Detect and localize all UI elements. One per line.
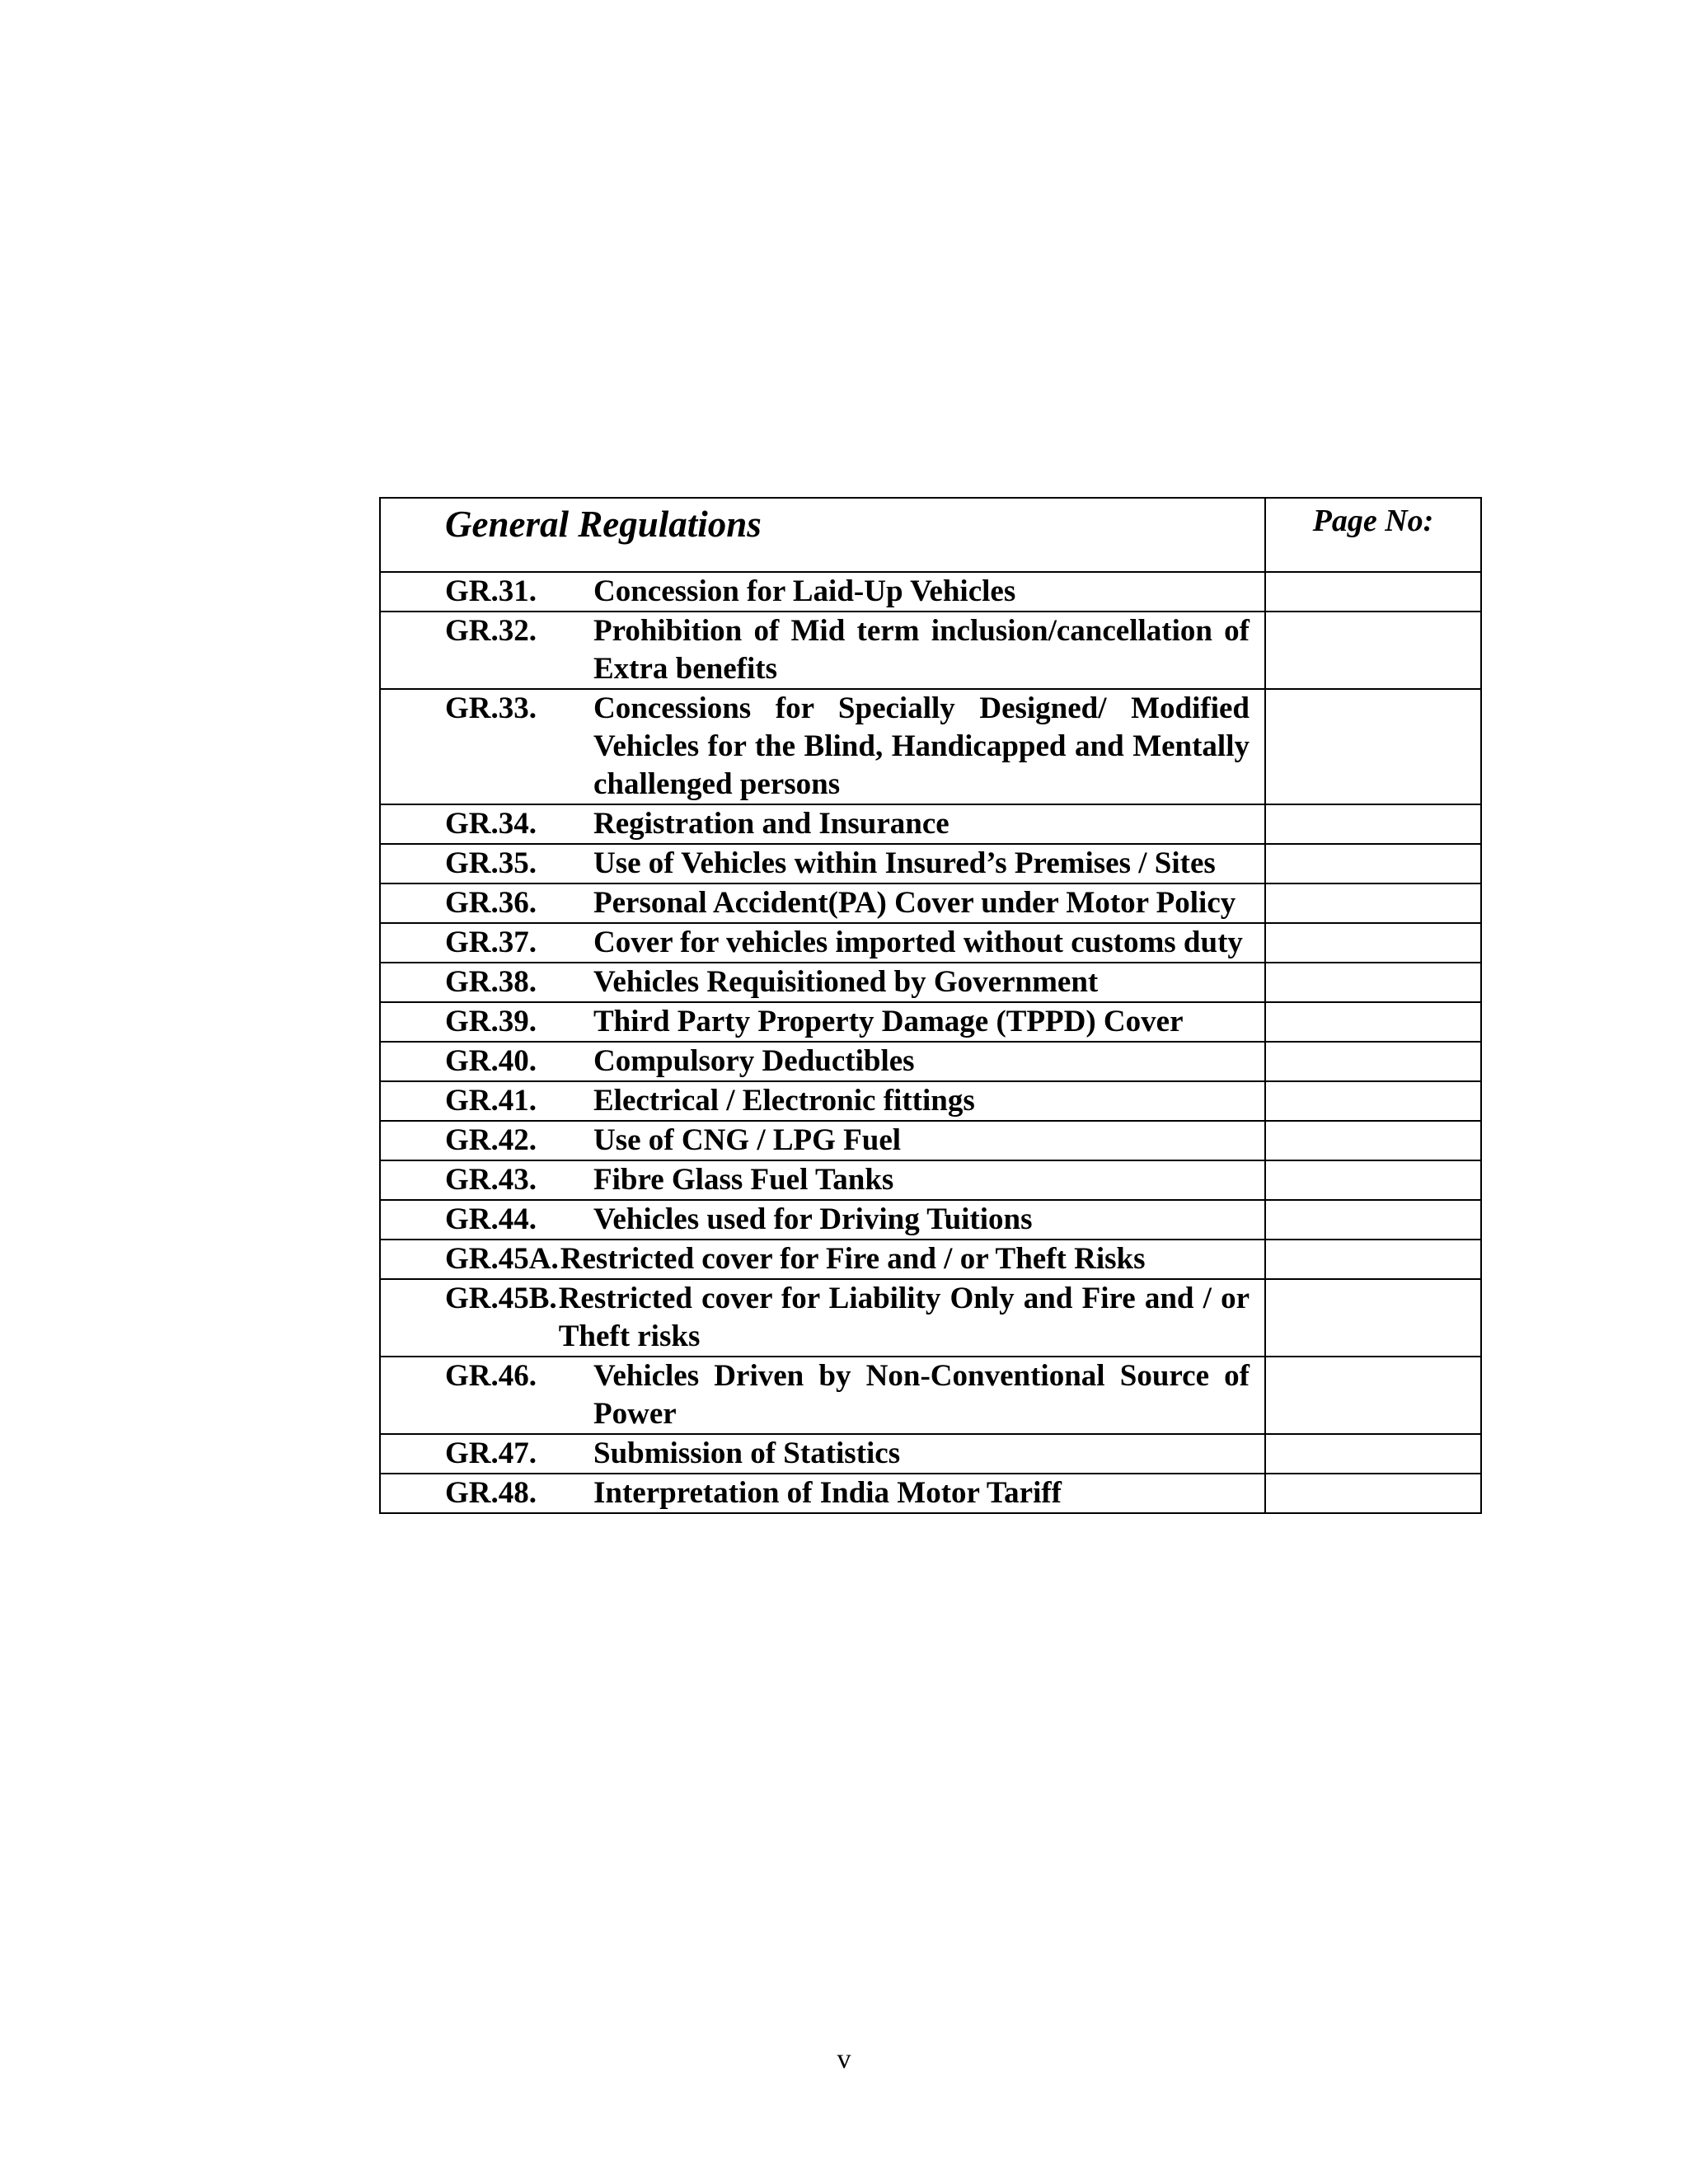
table-row: [380, 883, 1481, 923]
table-row: [380, 1357, 1481, 1434]
entry-cell: [380, 1474, 1265, 1513]
entry-cell: [380, 963, 1265, 1002]
page-number-cell: [1265, 612, 1481, 689]
toc-entry: [381, 573, 1264, 611]
regulation-title: Prohibition of Mid term inclusion/cancellation of Extra benefits: [593, 614, 1250, 686]
table-row: [380, 844, 1481, 883]
regulation-title: Concessions for Specially Designed/ Modified Vehicles for the Blind, Handicapped and Mentally challenged persons: [593, 691, 1250, 801]
table-row: [380, 1200, 1481, 1240]
regulation-title: Registration and Insurance: [593, 807, 950, 841]
page-number-cell: [1265, 1081, 1481, 1121]
page-number-cell: [1265, 572, 1481, 612]
table-row: [380, 1279, 1481, 1357]
entry-cell: [380, 1279, 1265, 1357]
table-row: [380, 1042, 1481, 1081]
regulation-title: Interpretation of India Motor Tariff: [593, 1476, 1062, 1510]
table-row: [380, 1160, 1481, 1200]
page-number-cell: [1265, 1240, 1481, 1279]
toc-entry: [381, 924, 1264, 962]
entry-cell: [380, 1042, 1265, 1081]
entry-cell: [380, 1240, 1265, 1279]
table-row: [380, 1081, 1481, 1121]
table-row: [380, 1002, 1481, 1042]
table-row: [380, 804, 1481, 844]
toc-entry: [381, 612, 1264, 688]
regulation-title: Personal Accident(PA) Cover under Motor Policy: [593, 886, 1236, 920]
toc-entry: [381, 1435, 1264, 1473]
page-number-cell: [1265, 689, 1481, 804]
table-row: [380, 1474, 1481, 1513]
toc-entry: [381, 1240, 1264, 1278]
entry-cell: [380, 1200, 1265, 1240]
regulation-title: Use of Vehicles within Insured’s Premises / Sites: [593, 846, 1216, 880]
page-number-cell: [1265, 963, 1481, 1002]
toc-entry: [381, 1003, 1264, 1041]
regulation-number: GR.40.: [445, 1044, 537, 1078]
entry-cell: [380, 923, 1265, 963]
regulation-title: Cover for vehicles imported without customs duty: [593, 926, 1243, 959]
page-no-header: Page No:: [1312, 504, 1434, 538]
regulation-number: GR.32.: [445, 614, 537, 648]
page-number-cell: [1265, 1279, 1481, 1357]
toc-entry: [381, 1280, 1264, 1356]
regulation-title: Vehicles Driven by Non-Conventional Source of Power: [593, 1359, 1250, 1431]
page-number-cell: [1265, 1121, 1481, 1160]
page-number-cell: [1265, 804, 1481, 844]
regulation-number: GR.39.: [445, 1005, 537, 1038]
entry-cell: [380, 572, 1265, 612]
page-number-cell: [1265, 923, 1481, 963]
page-number-cell: [1265, 1042, 1481, 1081]
regulation-title: Compulsory Deductibles: [593, 1044, 915, 1078]
entry-cell: [380, 689, 1265, 804]
page-number-cell: [1265, 1474, 1481, 1513]
table-row: [380, 1121, 1481, 1160]
toc-entry: [381, 1201, 1264, 1239]
regulation-title: Vehicles Requisitioned by Government: [593, 965, 1099, 999]
entry-cell: [380, 1081, 1265, 1121]
regulation-number: GR.37.: [445, 926, 537, 959]
regulation-number: GR.48.: [445, 1476, 537, 1510]
regulation-number: GR.42.: [445, 1123, 537, 1157]
regulation-number: GR.36.: [445, 886, 537, 920]
page-number-cell: [1265, 883, 1481, 923]
page-number-cell: [1265, 1200, 1481, 1240]
regulation-number: GR.44.: [445, 1202, 537, 1236]
toc-entry: [381, 1357, 1264, 1433]
page-number-cell: [1265, 1002, 1481, 1042]
toc-entry: [381, 1082, 1264, 1120]
table-row: [380, 1434, 1481, 1474]
page-number-cell: [1265, 1434, 1481, 1474]
toc-entry: [381, 963, 1264, 1001]
toc-entry: [381, 884, 1264, 922]
regulation-number: GR.45A.: [445, 1242, 559, 1276]
regulation-number: GR.34.: [445, 807, 537, 841]
entry-cell: [380, 1357, 1265, 1434]
toc-entry: [381, 1122, 1264, 1160]
regulation-title: Use of CNG / LPG Fuel: [593, 1123, 902, 1157]
regulation-title: Submission of Statistics: [593, 1436, 901, 1470]
regulation-number: GR.31.: [445, 574, 537, 608]
toc-entry: [381, 690, 1264, 804]
page-header-cell: [1265, 498, 1481, 572]
entry-cell: [380, 612, 1265, 689]
regulation-title: Concession for Laid-Up Vehicles: [593, 574, 1016, 608]
regulation-number: GR.35.: [445, 846, 537, 880]
regulation-title: Third Party Property Damage (TPPD) Cover: [593, 1005, 1184, 1038]
table-row: [380, 689, 1481, 804]
regulation-title: Vehicles used for Driving Tuitions: [593, 1202, 1033, 1236]
entry-cell: [380, 1121, 1265, 1160]
table-row: [380, 923, 1481, 963]
regulation-title: Electrical / Electronic fittings: [593, 1084, 975, 1118]
contents-table: [379, 497, 1482, 1514]
page-number-cell: [1265, 1357, 1481, 1434]
table-row: [380, 963, 1481, 1002]
toc-entry: [381, 845, 1264, 883]
entry-cell: [380, 844, 1265, 883]
regulation-title: Fibre Glass Fuel Tanks: [593, 1163, 894, 1197]
toc-entry: [381, 805, 1264, 843]
entry-cell: [380, 804, 1265, 844]
table-row: [380, 612, 1481, 689]
toc-entry: [381, 1043, 1264, 1080]
entry-cell: [380, 883, 1265, 923]
table-row: [380, 572, 1481, 612]
regulation-number: GR.41.: [445, 1084, 537, 1118]
regulation-number: GR.45B.: [445, 1282, 557, 1315]
regulation-number: GR.47.: [445, 1436, 537, 1470]
entry-cell: [380, 1002, 1265, 1042]
regulation-title: Restricted cover for Fire and / or Theft Risks: [560, 1242, 1146, 1276]
entry-cell: [380, 1434, 1265, 1474]
page-number-cell: [1265, 1160, 1481, 1200]
entry-cell: [380, 1160, 1265, 1200]
regulation-number: GR.38.: [445, 965, 537, 999]
regulation-number: GR.33.: [445, 691, 537, 725]
toc-entry: [381, 1161, 1264, 1199]
heading-cell: [380, 498, 1265, 572]
page-number: v: [837, 2044, 851, 2074]
table-row: [380, 1240, 1481, 1279]
section-heading: General Regulations: [445, 504, 762, 545]
table-header-row: [380, 498, 1481, 572]
regulation-number: GR.46.: [445, 1359, 537, 1393]
regulation-title: Restricted cover for Liability Only and Fire and / or Theft risks: [558, 1282, 1250, 1353]
toc-entry: [381, 1474, 1264, 1512]
regulation-number: GR.43.: [445, 1163, 537, 1197]
page-number-cell: [1265, 844, 1481, 883]
